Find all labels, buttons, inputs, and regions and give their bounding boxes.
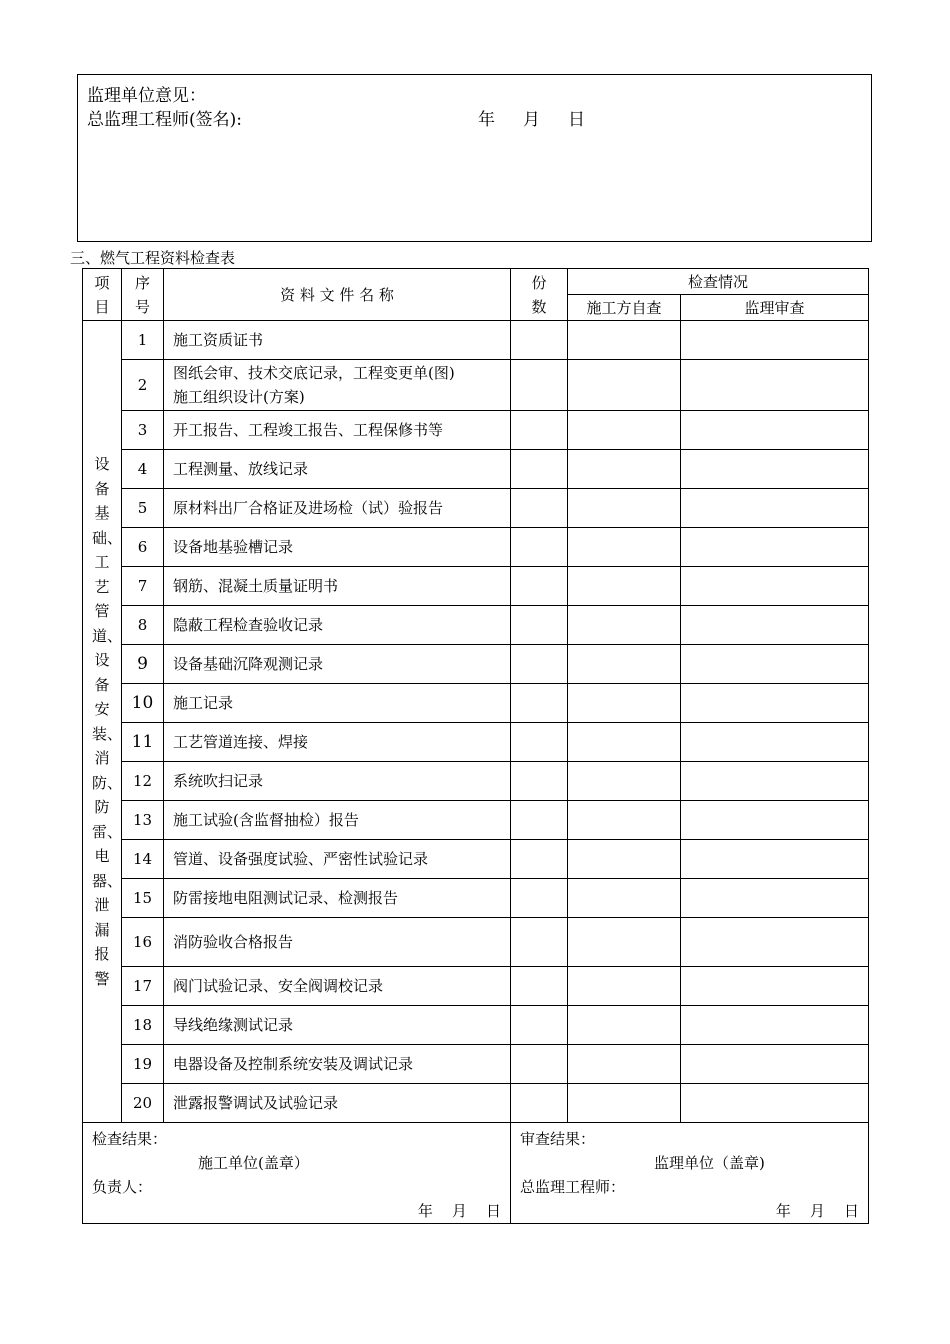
row-doc-name-line: 消防验收合格报告 bbox=[173, 933, 294, 951]
row-self-check-cell[interactable] bbox=[568, 762, 681, 801]
table-row bbox=[83, 489, 869, 528]
row-supervisor-review-cell[interactable] bbox=[681, 967, 869, 1006]
row-doc-name-line: 施工资质证书 bbox=[173, 331, 264, 349]
footer-supervisor-unit bbox=[511, 1123, 869, 1224]
footer-left-result-label: 检查结果： bbox=[92, 1130, 168, 1148]
date-month: 月 bbox=[523, 110, 540, 130]
row-doc-name-line: 工程测量、放线记录 bbox=[173, 460, 309, 478]
row-copies-cell[interactable] bbox=[511, 762, 568, 801]
footer-left-person-label: 负责人： bbox=[92, 1178, 153, 1196]
row-copies-cell[interactable] bbox=[511, 967, 568, 1006]
row-doc-name-line: 原材料出厂合格证及进场检（试）验报告 bbox=[173, 499, 444, 517]
row-copies-cell[interactable] bbox=[511, 684, 568, 723]
section-title: 三、燃气工程资料检查表 bbox=[70, 249, 236, 267]
row-seq: 16 bbox=[122, 918, 164, 967]
row-self-check-cell[interactable] bbox=[568, 967, 681, 1006]
row-self-check-cell[interactable] bbox=[568, 918, 681, 967]
row-supervisor-review-cell[interactable] bbox=[681, 567, 869, 606]
row-supervisor-review-cell[interactable] bbox=[681, 411, 869, 450]
header-seq-text: 序号 bbox=[134, 273, 150, 316]
row-doc-name-line: 施工试验(含监督抽检）报告 bbox=[173, 811, 359, 829]
row-supervisor-review-cell[interactable] bbox=[681, 723, 869, 762]
row-copies-cell[interactable] bbox=[511, 1084, 568, 1123]
row-doc-name bbox=[164, 450, 511, 489]
header-check-status: 检查情况 bbox=[568, 269, 869, 295]
row-self-check-cell[interactable] bbox=[568, 1084, 681, 1123]
row-seq: 14 bbox=[122, 840, 164, 879]
row-doc-name bbox=[164, 606, 511, 645]
row-copies-cell[interactable] bbox=[511, 321, 568, 360]
gas-project-document-check-table bbox=[82, 268, 869, 1224]
row-seq: 9 bbox=[122, 645, 164, 684]
row-doc-name bbox=[164, 723, 511, 762]
row-self-check-cell[interactable] bbox=[568, 723, 681, 762]
row-doc-name bbox=[164, 321, 511, 360]
row-seq: 19 bbox=[122, 1045, 164, 1084]
table-row bbox=[83, 1045, 869, 1084]
row-self-check-cell[interactable] bbox=[568, 489, 681, 528]
row-supervisor-review-cell[interactable] bbox=[681, 1084, 869, 1123]
table-row bbox=[83, 606, 869, 645]
date-year: 年 bbox=[478, 110, 495, 130]
row-self-check-cell[interactable] bbox=[568, 411, 681, 450]
row-copies-cell[interactable] bbox=[511, 606, 568, 645]
header-doc-name: 资 料 文 件 名 称 bbox=[164, 269, 511, 321]
opinion-date bbox=[478, 105, 585, 130]
table-row bbox=[83, 1006, 869, 1045]
row-self-check-cell[interactable] bbox=[568, 528, 681, 567]
row-doc-name bbox=[164, 801, 511, 840]
row-seq: 6 bbox=[122, 528, 164, 567]
row-supervisor-review-cell[interactable] bbox=[681, 879, 869, 918]
table-row bbox=[83, 801, 869, 840]
row-self-check-cell[interactable] bbox=[568, 684, 681, 723]
footer-construction-unit bbox=[83, 1123, 511, 1224]
row-doc-name-line: 设备基础沉降观测记录 bbox=[173, 655, 324, 673]
row-doc-name-line: 系统吹扫记录 bbox=[173, 772, 264, 790]
row-self-check-cell[interactable] bbox=[568, 1006, 681, 1045]
date-day: 日 bbox=[568, 110, 585, 130]
row-supervisor-review-cell[interactable] bbox=[681, 762, 869, 801]
row-self-check-cell[interactable] bbox=[568, 606, 681, 645]
row-copies-cell[interactable] bbox=[511, 360, 568, 411]
row-self-check-cell[interactable] bbox=[568, 645, 681, 684]
row-supervisor-review-cell[interactable] bbox=[681, 606, 869, 645]
header-supervisor-review: 监理审查 bbox=[681, 295, 869, 321]
table-row bbox=[83, 762, 869, 801]
row-supervisor-review-cell[interactable] bbox=[681, 1045, 869, 1084]
row-self-check-cell[interactable] bbox=[568, 1045, 681, 1084]
row-seq: 13 bbox=[122, 801, 164, 840]
header-copies-text: 份数 bbox=[531, 273, 547, 316]
row-doc-name bbox=[164, 411, 511, 450]
footer-right-unit-label: 监理单位（盖章) bbox=[654, 1154, 765, 1172]
row-copies-cell[interactable] bbox=[511, 918, 568, 967]
row-doc-name-line: 管道、设备强度试验、严密性试验记录 bbox=[173, 850, 429, 868]
table-row bbox=[83, 879, 869, 918]
table-row bbox=[83, 840, 869, 879]
row-doc-name bbox=[164, 489, 511, 528]
table-row bbox=[83, 360, 869, 411]
header-item-text: 项目 bbox=[94, 273, 110, 316]
footer-left-date: 年 月 日 bbox=[417, 1202, 501, 1220]
row-doc-name-line2: 施工组织设计(方案) bbox=[173, 388, 305, 406]
row-supervisor-review-cell[interactable] bbox=[681, 1006, 869, 1045]
row-copies-cell[interactable] bbox=[511, 1006, 568, 1045]
supervisor-opinion-label: 监理单位意见： bbox=[87, 86, 206, 106]
row-copies-cell[interactable] bbox=[511, 567, 568, 606]
chief-engineer-signature-label: 总监理工程师(签名): bbox=[87, 110, 242, 130]
row-doc-name-line: 开工报告、工程竣工报告、工程保修书等 bbox=[173, 421, 444, 439]
row-seq: 10 bbox=[122, 684, 164, 723]
header-seq bbox=[122, 269, 164, 321]
row-doc-name-line: 防雷接地电阻测试记录、检测报告 bbox=[173, 889, 399, 907]
row-copies-cell[interactable] bbox=[511, 489, 568, 528]
footer-left-unit-label: 施工单位(盖章） bbox=[198, 1154, 309, 1172]
table-row bbox=[83, 567, 869, 606]
footer-right-person-label: 总监理工程师： bbox=[520, 1178, 626, 1196]
row-doc-name bbox=[164, 567, 511, 606]
row-doc-name bbox=[164, 918, 511, 967]
row-doc-name bbox=[164, 840, 511, 879]
row-seq: 2 bbox=[122, 360, 164, 411]
row-seq: 20 bbox=[122, 1084, 164, 1123]
row-doc-name bbox=[164, 528, 511, 567]
row-doc-name-line: 阀门试验记录、安全阀调校记录 bbox=[173, 977, 384, 995]
row-doc-name bbox=[164, 879, 511, 918]
row-doc-name-line: 施工记录 bbox=[173, 694, 234, 712]
category-text: 设备基础、工艺管道、设备安装、消防、防雷、电器、泄漏报警 bbox=[92, 455, 123, 988]
row-seq: 4 bbox=[122, 450, 164, 489]
row-seq: 12 bbox=[122, 762, 164, 801]
row-self-check-cell[interactable] bbox=[568, 567, 681, 606]
row-supervisor-review-cell[interactable] bbox=[681, 840, 869, 879]
row-doc-name-line: 图纸会审、技术交底记录，工程变更单(图) bbox=[173, 364, 455, 382]
table-row bbox=[83, 321, 869, 360]
footer-right-date: 年 月 日 bbox=[775, 1202, 860, 1220]
header-self-check: 施工方自查 bbox=[568, 295, 681, 321]
row-doc-name bbox=[164, 645, 511, 684]
row-copies-cell[interactable] bbox=[511, 723, 568, 762]
table-body bbox=[83, 321, 869, 1123]
row-copies-cell[interactable] bbox=[511, 1045, 568, 1084]
header-item bbox=[83, 269, 122, 321]
row-copies-cell[interactable] bbox=[511, 528, 568, 567]
row-doc-name-line: 工艺管道连接、焊接 bbox=[173, 733, 309, 751]
row-self-check-cell[interactable] bbox=[568, 840, 681, 879]
row-seq: 1 bbox=[122, 321, 164, 360]
row-self-check-cell[interactable] bbox=[568, 450, 681, 489]
row-seq: 5 bbox=[122, 489, 164, 528]
supervisor-opinion-box bbox=[77, 74, 872, 242]
row-seq: 3 bbox=[122, 411, 164, 450]
row-supervisor-review-cell[interactable] bbox=[681, 684, 869, 723]
row-copies-cell[interactable] bbox=[511, 801, 568, 840]
row-copies-cell[interactable] bbox=[511, 450, 568, 489]
row-supervisor-review-cell[interactable] bbox=[681, 489, 869, 528]
row-doc-name-line: 泄露报警调试及试验记录 bbox=[173, 1094, 339, 1112]
row-supervisor-review-cell[interactable] bbox=[681, 360, 869, 411]
row-doc-name bbox=[164, 1006, 511, 1045]
row-supervisor-review-cell[interactable] bbox=[681, 450, 869, 489]
row-copies-cell[interactable] bbox=[511, 645, 568, 684]
row-supervisor-review-cell[interactable] bbox=[681, 918, 869, 967]
row-doc-name bbox=[164, 967, 511, 1006]
row-seq: 17 bbox=[122, 967, 164, 1006]
row-doc-name-line: 导线绝缘测试记录 bbox=[173, 1016, 294, 1034]
table-row bbox=[83, 528, 869, 567]
row-doc-name-line: 隐蔽工程检查验收记录 bbox=[173, 616, 324, 634]
row-doc-name bbox=[164, 762, 511, 801]
row-supervisor-review-cell[interactable] bbox=[681, 801, 869, 840]
row-supervisor-review-cell[interactable] bbox=[681, 321, 869, 360]
row-copies-cell[interactable] bbox=[511, 879, 568, 918]
table-row bbox=[83, 918, 869, 967]
table-row bbox=[83, 645, 869, 684]
footer-right-result-label: 审查结果： bbox=[520, 1130, 596, 1148]
row-self-check-cell[interactable] bbox=[568, 801, 681, 840]
row-doc-name bbox=[164, 1084, 511, 1123]
row-seq: 7 bbox=[122, 567, 164, 606]
row-self-check-cell[interactable] bbox=[568, 321, 681, 360]
row-seq: 18 bbox=[122, 1006, 164, 1045]
row-supervisor-review-cell[interactable] bbox=[681, 645, 869, 684]
row-doc-name-line: 钢筋、混凝土质量证明书 bbox=[173, 577, 339, 595]
row-doc-name-line: 设备地基验槽记录 bbox=[173, 538, 294, 556]
row-doc-name-line: 电器设备及控制系统安装及调试记录 bbox=[173, 1055, 414, 1073]
row-supervisor-review-cell[interactable] bbox=[681, 528, 869, 567]
table-row bbox=[83, 723, 869, 762]
row-doc-name bbox=[164, 360, 511, 411]
row-seq: 11 bbox=[122, 723, 164, 762]
row-doc-name bbox=[164, 1045, 511, 1084]
row-seq: 15 bbox=[122, 879, 164, 918]
header-copies bbox=[511, 269, 568, 321]
category-cell bbox=[83, 321, 122, 1123]
row-doc-name bbox=[164, 684, 511, 723]
row-self-check-cell[interactable] bbox=[568, 360, 681, 411]
table-row bbox=[83, 1084, 869, 1123]
table-row bbox=[83, 684, 869, 723]
row-seq: 8 bbox=[122, 606, 164, 645]
row-copies-cell[interactable] bbox=[511, 411, 568, 450]
table-row bbox=[83, 967, 869, 1006]
table-row bbox=[83, 450, 869, 489]
table-row bbox=[83, 411, 869, 450]
row-self-check-cell[interactable] bbox=[568, 879, 681, 918]
row-copies-cell[interactable] bbox=[511, 840, 568, 879]
